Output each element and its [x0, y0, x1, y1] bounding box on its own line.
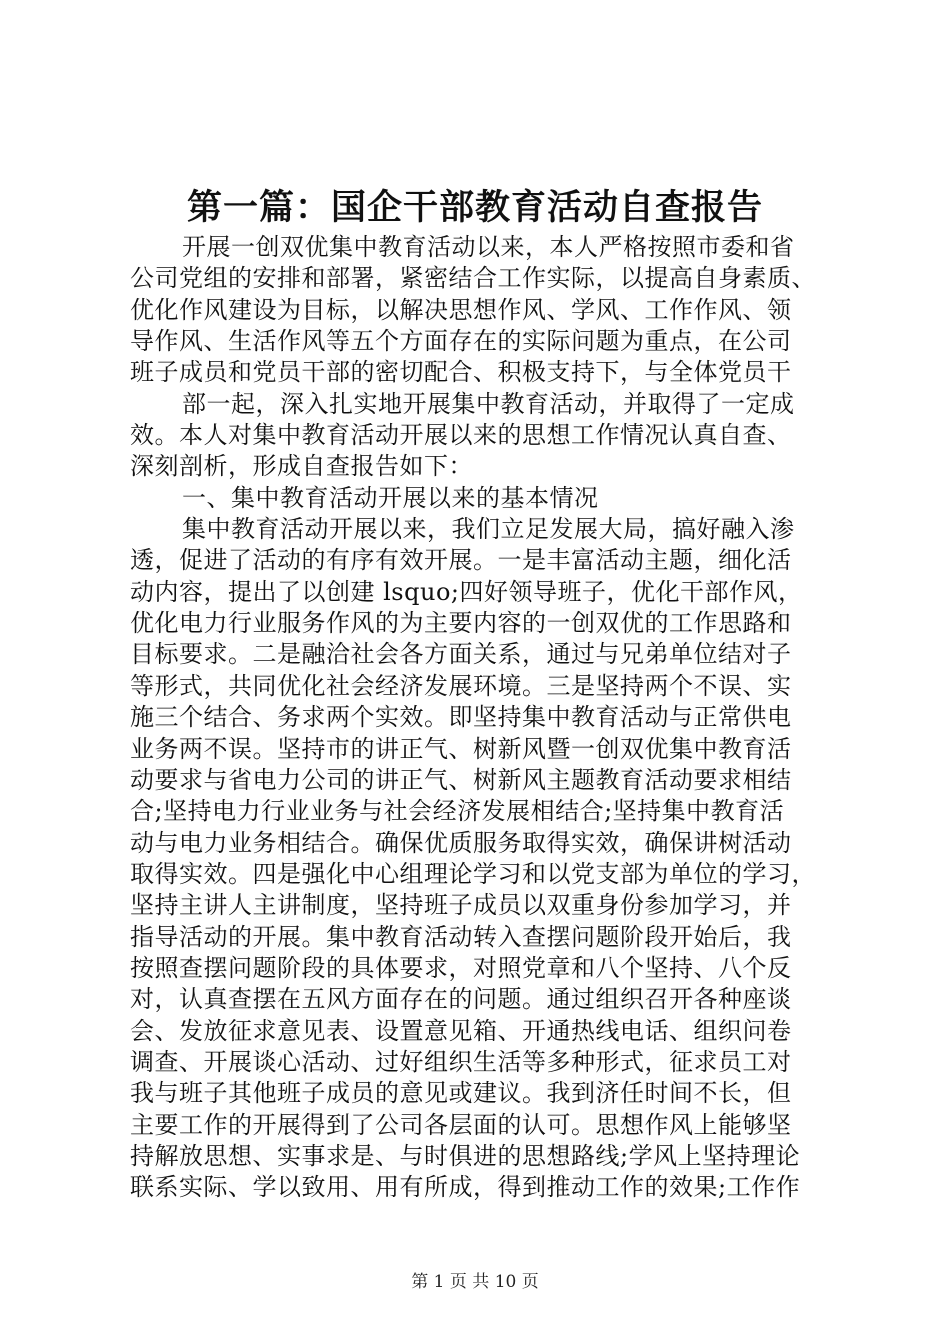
- text-line: 会、发放征求意见表、设置意见箱、开通热线电话、组织问卷: [130, 1016, 792, 1045]
- text-line: 深刻剖析，形成自查报告如下：: [130, 452, 473, 481]
- text-line: 指导活动的开展。集中教育活动转入查摆问题阶段开始后，我: [130, 922, 792, 951]
- text-line: 持解放思想、实事求是、与时俱进的思想路线;学风上坚持理论: [130, 1141, 801, 1170]
- text-line: 业务两不误。坚持市的讲正气、树新风暨一创双优集中教育活: [130, 734, 792, 763]
- text-line: 等形式，共同优化社会经济发展环境。三是坚持两个不误、实: [130, 671, 792, 700]
- document-title: 第一篇：国企干部教育活动自查报告: [186, 188, 763, 228]
- text-line: 坚持主讲人主讲制度，坚持班子成员以双重身份参加学习，并: [130, 891, 792, 920]
- text-line: 开展一创双优集中教育活动以来，本人严格按照市委和省: [182, 233, 795, 261]
- text-line: 按照查摆问题阶段的具体要求，对照党章和八个坚持、八个反: [130, 953, 792, 982]
- document-body: [130, 232, 830, 1204]
- text-line: 优化作风建设为目标，以解决思想作风、学风、工作作风、领: [130, 295, 792, 324]
- text-line: 动要求与省电力公司的讲正气、树新风主题教育活动要求相结: [130, 765, 792, 794]
- text-line: 透，促进了活动的有序有效开展。一是丰富活动主题，细化活: [130, 546, 792, 575]
- text-line: 合;坚持电力行业业务与社会经济发展相结合;坚持集中教育活: [130, 797, 785, 826]
- text-line: 班子成员和党员干部的密切配合、积极支持下，与全体党员干: [130, 358, 792, 387]
- text-line: 联系实际、学以致用、用有所成，得到推动工作的效果;工作作: [130, 1173, 801, 1202]
- text-line: 优化电力行业服务作风的为主要内容的一创双优的工作思路和: [130, 609, 792, 638]
- section-heading: 一、集中教育活动开展以来的基本情况: [182, 483, 599, 512]
- text-line: 部一起，深入扎实地开展集中教育活动，并取得了一定成: [182, 389, 795, 418]
- text-line: 我与班子其他班子成员的意见或建议。我到济任时间不长，但: [130, 1079, 792, 1108]
- text-line: 导作风、生活作风等五个方面存在的实际问题为重点，在公司: [130, 327, 792, 356]
- text-line: 集中教育活动开展以来，我们立足发展大局，搞好融入渗: [182, 515, 795, 544]
- text-line: 目标要求。二是融洽社会各方面关系，通过与兄弟单位结对子: [130, 640, 792, 669]
- text-line: 主要工作的开展得到了公司各层面的认可。思想作风上能够坚: [130, 1110, 792, 1139]
- text-line: 取得实效。四是强化中心组理论学习和以党支部为单位的学习，: [130, 859, 816, 888]
- text-line: 对，认真查摆在五风方面存在的问题。通过组织召开各种座谈: [130, 985, 792, 1014]
- text-line: 施三个结合、务求两个实效。即坚持集中教育活动与正常供电: [130, 703, 792, 732]
- text-line: 动内容，提出了以创建 lsquo;四好领导班子，优化干部作风，: [130, 577, 803, 606]
- text-line: 公司党组的安排和部署，紧密结合工作实际，以提高自身素质、: [130, 264, 816, 293]
- text-line: 动与电力业务相结合。确保优质服务取得实效，确保讲树活动: [130, 828, 792, 857]
- text-line: 效。本人对集中教育活动开展以来的思想工作情况认真自查、: [130, 421, 792, 450]
- text-line: 调查、开展谈心活动、过好组织生活等多种形式，征求员工对: [130, 1047, 792, 1076]
- page-footer: 第 1 页 共 10 页: [411, 1272, 539, 1292]
